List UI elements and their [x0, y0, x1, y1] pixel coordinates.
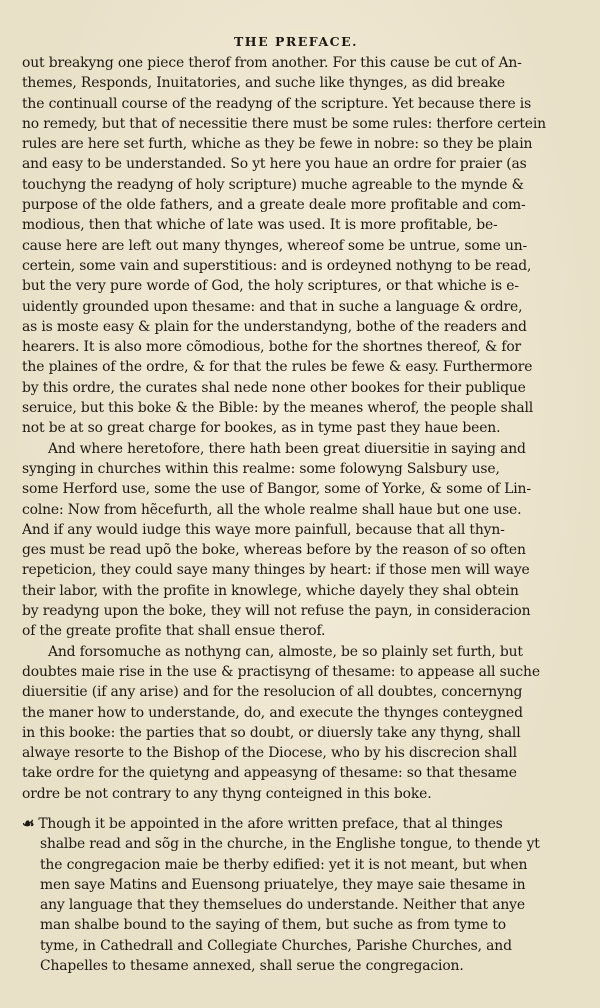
- text-line: by this ordre, the curates shal nede none other bookes for their publique: [22, 379, 526, 396]
- text-line: cause here are left out many thynges, whereof some be untrue, some un-: [22, 237, 528, 254]
- text-line: rules are here set furth, whiche as they be fewe in nobre: so they be plain: [22, 136, 533, 153]
- text-line: the maner how to understande, do, and execute the thynges conteygned: [22, 704, 523, 721]
- text-line: And if any would iudge this waye more painfull, because that all thyn-: [22, 521, 505, 538]
- note-line: Chapelles to thesame annexed, shall serue the congregacion.: [40, 958, 464, 975]
- text-line: but the very pure worde of God, the holy scriptures, or that whiche is e-: [22, 278, 519, 295]
- text-line: doubtes maie rise in the use & practisyng of thesame: to appease all suche: [22, 663, 540, 680]
- text-line: and easy to be understanded. So yt here you haue an ordre for praier (as: [22, 156, 527, 173]
- text-line: themes, Responds, Inuitatories, and suche like thynges, as did breake: [22, 75, 505, 92]
- rubric-note: [22, 814, 570, 976]
- text-line: purpose of the olde fathers, and a greate deale more profitable and com-: [22, 197, 526, 214]
- text-line: hearers. It is also more cõmodious, bothe for the shortnes thereof, & for: [22, 339, 522, 356]
- text-line: out breakyng one piece therof from another. For this cause be cut of An-: [22, 55, 522, 71]
- note-line: any language that they themselues do understande. Neither that anye: [40, 897, 525, 914]
- text-line: in this booke: the parties that so doubt, or diuersly take any thyng, shall: [22, 724, 521, 741]
- text-line: repeticion, they could saye many thinges by heart: if those men will waye: [22, 562, 530, 579]
- paragraph-1: [22, 53, 570, 439]
- text-line: touchyng the readyng of holy scripture) muche agreable to the mynde &: [22, 176, 524, 193]
- text-line: their labor, with the profite in knowlege, whiche dayely they shal obtein: [22, 582, 519, 599]
- paragraph-2: [22, 439, 570, 642]
- note-line: man shalbe bound to the saying of them, but suche as from tyme to: [40, 917, 507, 934]
- paragraph-3: [22, 642, 570, 804]
- note-line: the congregacion maie be therby edified: yet it is not meant, but when: [40, 856, 528, 873]
- note-line: men saye Matins and Euensong priuatelye, they maye saie thesame in: [40, 876, 526, 893]
- text-line: by readyng upon the boke, they will not refuse the payn, in consideracion: [22, 603, 531, 620]
- text-line: as is moste easy & plain for the understandyng, bothe of the readers and: [22, 318, 527, 335]
- text-line: no remedy, but that of necessitie there must be some rules: therfore certein: [22, 115, 546, 132]
- text-line: And forsomuche as nothyng can, almoste, be so plainly set furth, but: [48, 643, 523, 660]
- running-head: THE PREFACE.: [234, 34, 358, 49]
- note-line: Though it be appointed in the afore written preface, that al thinges: [38, 815, 503, 832]
- text-line: And where heretofore, there hath been great diuersitie in saying and: [48, 440, 526, 457]
- text-line: take ordre for the quietyng and appeasyng of thesame: so that thesame: [22, 765, 517, 782]
- text-line: certein, some vain and superstitious: and is ordeyned nothyng to be read,: [22, 257, 532, 274]
- text-line: some Herford use, some the use of Bangor, some of Yorke, & some of Lin-: [22, 481, 531, 498]
- text-line: seruice, but this boke & the Bible: by the meanes wherof, the people shall: [22, 400, 534, 417]
- text-line: modious, then that whiche of late was used. It is more profitable, be-: [22, 217, 498, 234]
- text-line: the plaines of the ordre, & for that the rules be fewe & easy. Furthermore: [22, 359, 533, 376]
- text-line: synging in churches within this realme: some folowyng Salsbury use,: [22, 460, 500, 477]
- note-line: shalbe read and sõg in the churche, in the Englishe tongue, to thende yt: [40, 836, 540, 853]
- note-line: tyme, in Cathedrall and Collegiate Churches, Parishe Churches, and: [40, 937, 512, 954]
- text-line: diuersitie (if any arise) and for the resolucion of all doubtes, concernyng: [22, 684, 523, 701]
- text-line: ges must be read upõ the boke, whereas before by the reason of so often: [22, 542, 526, 559]
- text-line: colne: Now from hẽcefurth, all the whole realme shall haue but one use.: [22, 501, 522, 518]
- text-line: alwaye resorte to the Bishop of the Diocese, who by his discrecion shall: [22, 745, 517, 762]
- text-line: ordre be not contrary to any thyng conteigned in this boke.: [22, 785, 432, 802]
- pilcrow-fleuron-icon: ☙: [22, 815, 35, 832]
- preface-body: [22, 53, 570, 804]
- text-line: not be at so great charge for bookes, as in tyme past they haue been.: [22, 420, 501, 437]
- text-line: of the greate profite that shall ensue therof.: [22, 623, 326, 640]
- text-line: the continuall course of the readyng of the scripture. Yet because there is: [22, 95, 532, 112]
- text-line: uidently grounded upon thesame: and that in suche a language & ordre,: [22, 298, 523, 315]
